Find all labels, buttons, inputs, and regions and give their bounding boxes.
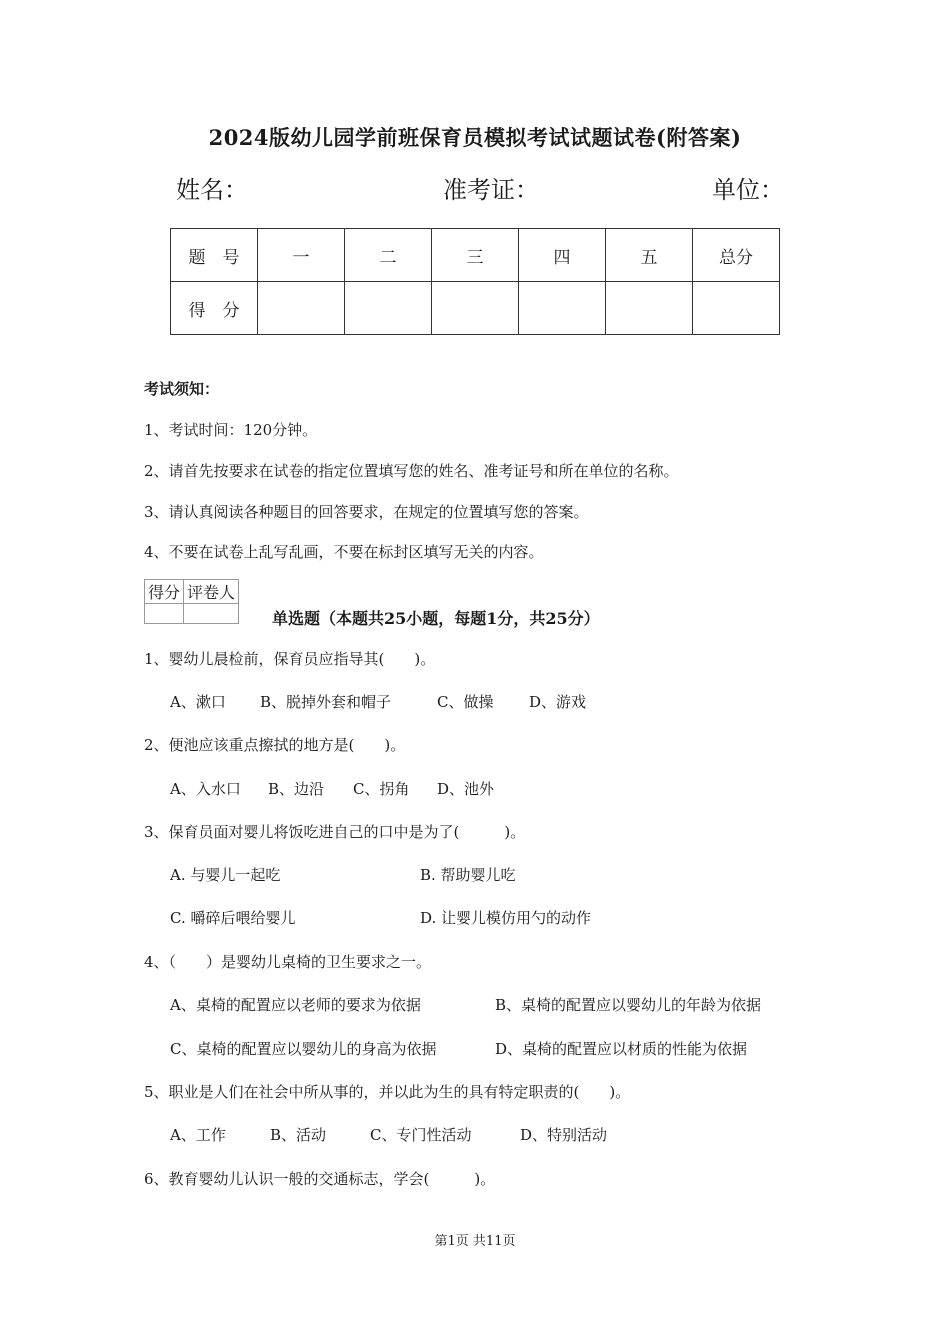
question-stem: 2、便池应该重点擦拭的地方是( )。 bbox=[144, 736, 406, 754]
option[interactable]: B、边沿 bbox=[268, 780, 325, 798]
page-footer: 第1页 共11页 bbox=[434, 1234, 516, 1249]
grader-reviewer-label: 评卷人 bbox=[184, 580, 239, 604]
score-row-label: 得 分 bbox=[171, 282, 258, 335]
score-table-header-row bbox=[171, 229, 780, 282]
option[interactable]: C、拐角 bbox=[353, 780, 410, 798]
score-cell[interactable] bbox=[693, 282, 780, 335]
unit-label: 单位： bbox=[712, 176, 784, 204]
score-table-score-row bbox=[171, 282, 780, 335]
option[interactable]: D、游戏 bbox=[529, 693, 587, 711]
option[interactable]: C、桌椅的配置应以婴幼儿的身高为依据 bbox=[170, 1040, 437, 1058]
score-header-cell: 五 bbox=[606, 229, 693, 282]
option[interactable]: B、桌椅的配置应以婴幼儿的年龄为依据 bbox=[495, 996, 762, 1014]
question-stem: 4、（ ）是婴幼儿桌椅的卫生要求之一。 bbox=[144, 953, 432, 971]
score-header-cell: 总分 bbox=[693, 229, 780, 282]
option[interactable]: D. 让婴儿模仿用勺的动作 bbox=[420, 909, 592, 927]
exam-id-label: 准考证： bbox=[443, 176, 539, 204]
notes-item: 1、考试时间：120分钟。 bbox=[144, 421, 318, 439]
score-cell[interactable] bbox=[519, 282, 606, 335]
option[interactable]: D、桌椅的配置应以材质的性能为依据 bbox=[495, 1040, 748, 1058]
score-header-cell: 题 号 bbox=[171, 229, 258, 282]
grader-reviewer-cell[interactable] bbox=[184, 604, 239, 624]
score-header-cell: 一 bbox=[258, 229, 345, 282]
notes-item: 3、请认真阅读各种题目的回答要求，在规定的位置填写您的答案。 bbox=[144, 503, 589, 521]
question-stem: 6、教育婴幼儿认识一般的交通标志，学会( )。 bbox=[144, 1170, 496, 1188]
grader-score-cell[interactable] bbox=[145, 604, 184, 624]
score-header-cell: 二 bbox=[345, 229, 432, 282]
notes-item: 2、请首先按要求在试卷的指定位置填写您的姓名、准考证号和所在单位的名称。 bbox=[144, 462, 679, 480]
question-stem: 3、保育员面对婴儿将饭吃进自己的口中是为了( )。 bbox=[144, 823, 526, 841]
score-cell[interactable] bbox=[606, 282, 693, 335]
option[interactable]: A. 与婴儿一起吃 bbox=[170, 866, 281, 884]
name-label: 姓名： bbox=[176, 176, 248, 204]
question-stem: 1、婴幼儿晨检前，保育员应指导其( )。 bbox=[144, 650, 436, 668]
option[interactable]: D、特别活动 bbox=[520, 1126, 608, 1144]
grader-box bbox=[144, 579, 239, 624]
option[interactable]: B、脱掉外套和帽子 bbox=[260, 693, 392, 711]
option[interactable]: C、专门性活动 bbox=[370, 1126, 472, 1144]
option[interactable]: C、做操 bbox=[437, 693, 494, 711]
grader-score-label: 得分 bbox=[145, 580, 184, 604]
score-cell[interactable] bbox=[258, 282, 345, 335]
notes-title: 考试须知： bbox=[144, 380, 220, 398]
option[interactable]: A、工作 bbox=[170, 1126, 226, 1144]
option[interactable]: B、活动 bbox=[270, 1126, 327, 1144]
score-cell[interactable] bbox=[432, 282, 519, 335]
score-header-cell: 三 bbox=[432, 229, 519, 282]
score-table bbox=[170, 228, 780, 335]
option[interactable]: A、桌椅的配置应以老师的要求为依据 bbox=[170, 996, 421, 1014]
option[interactable]: B. 帮助婴儿吃 bbox=[420, 866, 516, 884]
score-header-cell: 四 bbox=[519, 229, 606, 282]
option[interactable]: C. 嚼碎后喂给婴儿 bbox=[170, 909, 296, 927]
option[interactable]: D、池外 bbox=[437, 780, 495, 798]
option[interactable]: A、入水口 bbox=[170, 780, 241, 798]
section-title: 单选题（本题共25小题，每题1分，共25分） bbox=[272, 609, 600, 628]
page-title: 2024版幼儿园学前班保育员模拟考试试题试卷(附答案) bbox=[208, 125, 742, 150]
option[interactable]: A、漱口 bbox=[170, 693, 226, 711]
question-stem: 5、职业是人们在社会中所从事的，并以此为生的具有特定职责的( )。 bbox=[144, 1083, 631, 1101]
notes-item: 4、不要在试卷上乱写乱画，不要在标封区填写无关的内容。 bbox=[144, 543, 544, 561]
score-cell[interactable] bbox=[345, 282, 432, 335]
